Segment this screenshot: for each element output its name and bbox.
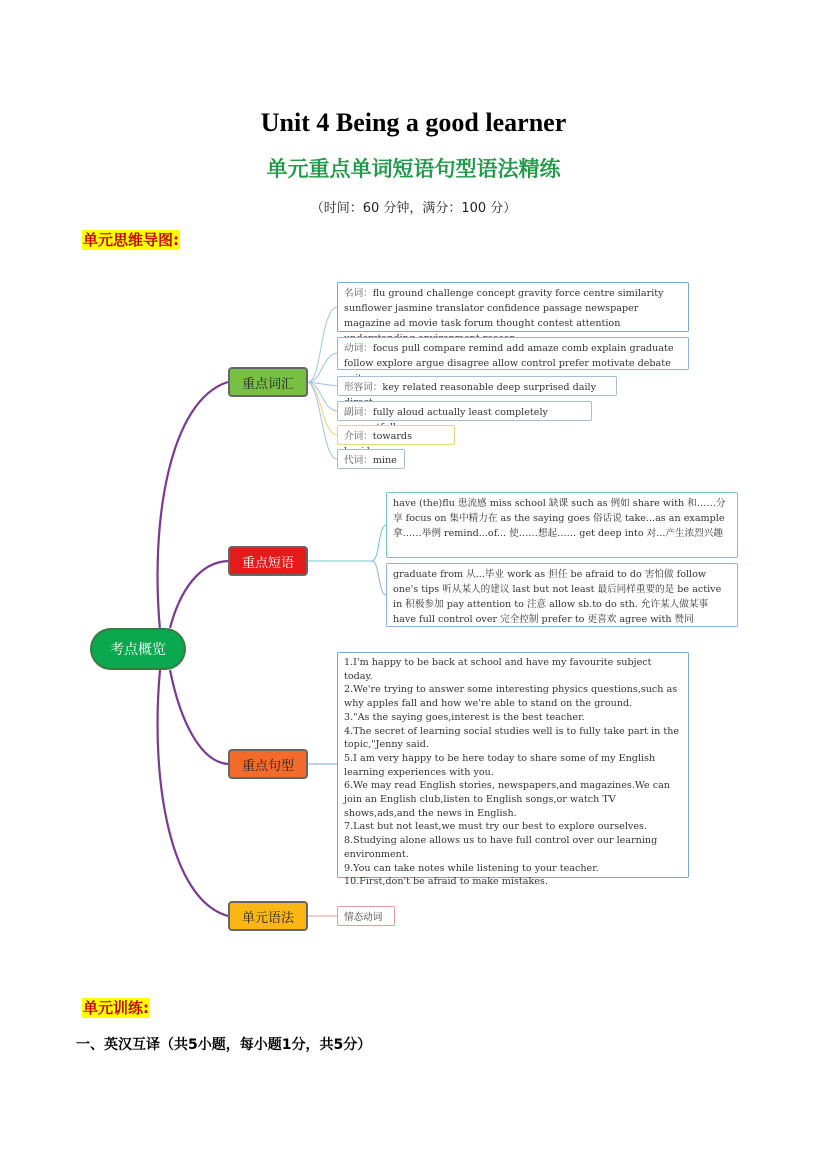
sentence-item: 5.I am very happy to be here today to share some of my English learning experiences with you. [344,752,656,778]
branch-phrases-node: 重点短语 [228,546,308,576]
vocab-adjectives-box [337,376,617,396]
mindmap-section-heading: 单元思维导图: [83,231,179,249]
phrases-box-1: have (the)flu 患流感 miss school 缺课 such as 例如 share with 和……分享 focus on 集中精力在 as the saying goes 俗话说 take...as an example 拿……举例 remind...of... 使……想起…… get deep into 对...产生浓烈兴趣 [386,492,738,558]
sentence-item: 2.We're trying to answer some interesting physics questions,such as why apples fall and how we're able to stand on the ground. [344,684,678,710]
vocab-pronouns-box [337,449,405,469]
connector-root-vocab [158,382,228,630]
sentence-item: 10.First,don't be afraid to make mistakes. [344,876,548,888]
sentence-item: 8.Studying alone allows us to have full control over our learning environment. [344,835,658,860]
training-section-heading: 单元训练: [83,999,149,1017]
pronouns-text: mine [372,455,397,466]
branch-grammar-node: 单元语法 [228,901,308,931]
verbs-label: 动词： [344,343,373,354]
grammar-box: 情态动词 [337,906,395,926]
prepositions-label: 介词： [344,431,373,442]
prepositions-text: towards [372,431,412,442]
verbs-text: focus pull compare remind add amaze comb explain graduate follow explore argue disagree allow control prefer motivate debate [344,343,674,369]
adverbs-label: 副词： [344,407,373,418]
vocab-prepositions-box [337,425,455,445]
vocab-verbs-box [337,337,689,370]
sentence-item: 9.You can take notes while listening to your teacher. [344,862,599,874]
adverbs-text: fully aloud actually least completely [372,407,548,418]
vocab-adverbs-box [337,401,592,421]
connector-root-sentences [170,670,228,764]
sentence-item: 6.We may read English stories, newspapers,and magazines.We can join an English club,listen to English songs,or watch TV shows,ads,and the news in English. [344,780,670,819]
branch-vocab-node: 重点词汇 [228,367,308,397]
connector-root-grammar [158,670,228,916]
nouns-text: flu ground challenge concept gravity force centre similarity sunflower jasmine translator confidence passage newspaper magazine ad movie task forum thought contest attention [344,288,664,329]
connector-root-phrases [170,561,228,628]
phrases-box-2: graduate from 从...毕业 work as 担任 be afraid to do 害怕做 follow one's tips 听从某人的建议 last but not least 最后同样重要的是 be active in 积极参加 pay attention to 注意 allow sb.to do sth. 允许某人做某事 have full control over 完全控制 prefer to 更喜欢 agree with 赞同 [386,563,738,627]
pronouns-label: 代词： [344,455,373,466]
sentences-box [337,652,689,888]
document-title: Unit 4 Being a good learner [260,108,567,137]
sentence-item: 1.I'm happy to be back at school and have my favourite subject today. [344,657,652,682]
branch-sentences-node: 重点句型 [228,749,308,779]
part-one-heading: 一、英汉互译（共5小题，每小题1分，共5分） [76,1037,372,1053]
time-and-score-info: （时间：60 分钟，满分：100 分） [310,201,517,216]
document-subtitle: 单元重点单词短语句型语法精练 [266,157,561,181]
adjectives-label: 形容词： [344,382,383,393]
sentence-item: 3."As the saying goes,interest is the best teacher. [344,711,585,723]
sentence-item: 4.The secret of learning social studies well is to fully take part in the topic,"Jenny said. [344,725,680,751]
adjectives-text: key related reasonable deep surprised daily [382,382,597,393]
vocab-nouns-box [337,282,689,332]
sentence-item: 7.Last but not least,we must try our best to explore ourselves. [344,821,647,833]
mindmap-root-node: 考点概览 [90,628,186,670]
nouns-label: 名词： [344,288,373,299]
